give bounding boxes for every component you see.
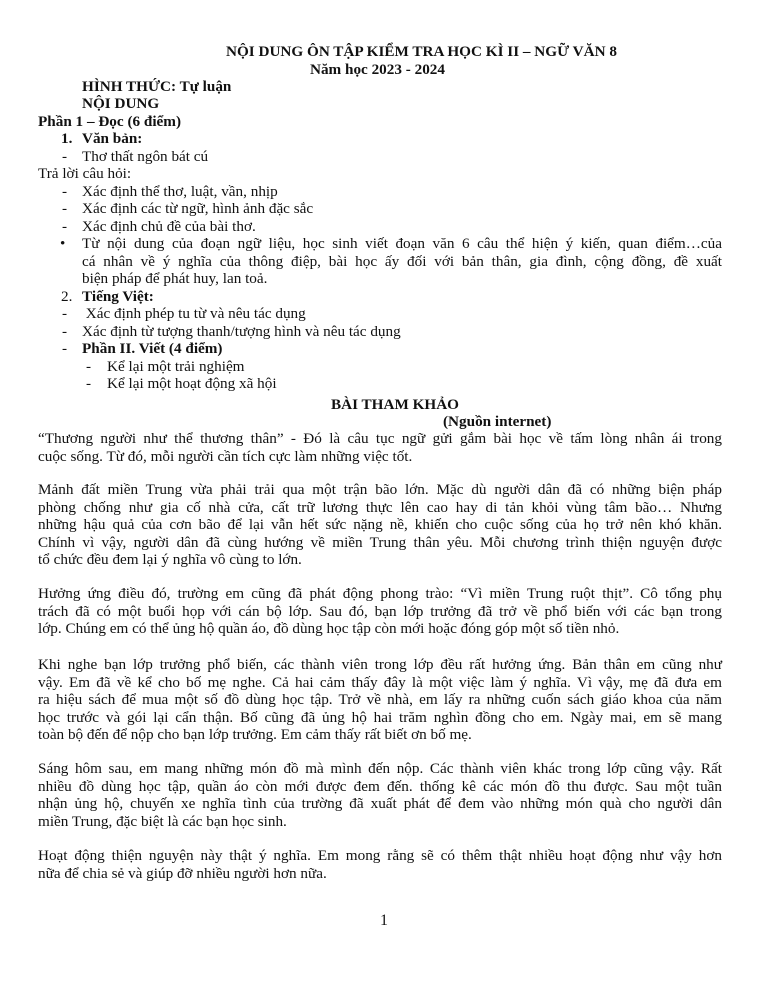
text-line: Hoạt động thiện nguyện này thật ý nghĩa. Em mong rằng sẽ có thêm thật nhiều hoạt động như vậy hơn: [38, 847, 722, 864]
text-line: lớp. Chúng em có thể ủng hộ quần áo, đồ dùng học tập còn mới hoặc đóng góp một số tiền nhỏ.: [38, 620, 620, 637]
paragraph: [38, 585, 722, 638]
part2-item: Kể lại một trải nghiệm: [107, 358, 245, 375]
part1-heading: Phần 1 – Đọc (6 điểm): [38, 113, 182, 130]
dash-marker: -: [62, 340, 68, 357]
part2-heading: Phần II. Viết (4 điểm): [82, 340, 223, 357]
text-line: cá nhân về ý nghĩa của thông điệp, bài học ấy đối với bản thân, gia đình, cộng đồng, đề xuất: [82, 252, 722, 270]
form-heading: HÌNH THỨC: Tự luận: [82, 78, 232, 95]
bullet-item: [82, 235, 722, 288]
text-line: Sáng hôm sau, em mang những món đồ mà mình đến nộp. Các thành viên khác trong lớp cũng vậy. Rất: [38, 760, 722, 777]
question-item: Xác định chủ đề của bài thơ.: [82, 218, 256, 235]
paragraph: [38, 430, 722, 465]
text-item: Thơ thất ngôn bát cú: [82, 148, 209, 165]
page-number: 1: [380, 912, 388, 929]
dash-marker: -: [86, 358, 92, 375]
text-line: Từ nội dung của đoạn ngữ liệu, học sinh viết đoạn văn 6 câu thể hiện ý kiến, quan điểm…của: [82, 235, 722, 252]
tieng-viet-heading: Tiếng Việt:: [82, 288, 154, 305]
paragraph: [38, 847, 722, 882]
text-line: vậy. Em đã về kể cho bố mẹ nghe. Cả hai cảm thấy đây là một việc làm ý nghĩa. Vì vậy, mẹ đã đưa em: [38, 673, 722, 691]
dash-marker: -: [62, 305, 68, 322]
text-line: tổ chức đều đem lại ý nghĩa vô cùng to lớn.: [38, 551, 302, 568]
text-line: Mảnh đất miền Trung vừa phải trải qua một trận bão lớn. Mặc dù người dân đã có những biện pháp: [38, 481, 722, 498]
part2-item: Kể lại một hoạt động xã hội: [107, 375, 277, 392]
questions-label: Trả lời câu hỏi:: [38, 165, 132, 182]
reference-heading: BÀI THAM KHẢO: [331, 396, 459, 413]
text-line: nhận ủng hộ, chuyến xe nghĩa tình của trường đã xuất phát để đem vào những món quà cho người dân: [38, 795, 722, 812]
text-line: toàn bộ đến để nộp cho bạn lớp trưởng. Em cảm thấy rất biết ơn bố mẹ.: [38, 726, 472, 743]
question-item: Xác định các từ ngữ, hình ảnh đặc sắc: [82, 200, 314, 217]
text-line: phòng chống như gia cố nhà cửa, cất trữ lương thực lên cao hay di tản khỏi vùng tâm bão… Nhưng: [38, 498, 722, 516]
text-line: nữa để chia sẻ và giúp đỡ nhiều người hơn nữa.: [38, 864, 327, 882]
text-line: Hưởng ứng điều đó, trường em cũng đã phát động phong trào: “Vì miền Trung ruột thịt”. Cô tổng phụ: [38, 585, 722, 602]
text-line: học trước và gói lại cẩn thận. Bố cũng đã ủng hộ hai trăm nghìn đồng cho em. Ngày mai, em sẽ mang: [38, 708, 722, 726]
list-number: 2.: [61, 288, 73, 305]
list-number: 1.: [61, 130, 73, 147]
text-line: cuộc sống. Từ đó, mỗi người cần tích cực làm những việc tốt.: [38, 447, 413, 465]
reference-source: (Nguồn internet): [443, 413, 552, 430]
text-line: những hậu quả của cơn bão để lại vẫn hết sức nặng nề, khiến cho cuộc sống của họ trở nên khó khăn.: [38, 516, 722, 533]
school-year: Năm học 2023 - 2024: [310, 61, 445, 78]
dash-marker: -: [62, 183, 68, 200]
dash-marker: -: [62, 323, 68, 340]
text-line: Khi nghe bạn lớp trưởng phổ biến, các thành viên trong lớp đều rất hưởng ứng. Bản thân em cũng như: [38, 656, 722, 673]
text-line: biện pháp để phát huy, lan toả.: [82, 270, 268, 287]
tieng-viet-item: Xác định phép tu từ và nêu tác dụng: [82, 305, 306, 322]
dash-marker: -: [86, 375, 92, 392]
tieng-viet-item: Xác định từ tượng thanh/tượng hình và nêu tác dụng: [82, 323, 401, 340]
paragraph: [38, 760, 722, 830]
text-line: trách đã có một buổi họp với cán bộ lớp. Sau đó, bạn lớp trưởng đã trở về phổ biến với các bạn trong: [38, 602, 722, 620]
text-line: ra hiệu sách để mua một số đồ dùng học tập. Trở về nhà, em lấy ra những cuốn sách giáo khoa của năm: [38, 691, 722, 708]
content-heading: NỘI DUNG: [82, 95, 160, 112]
text-line: miền Trung, đặc biệt là các bạn học sinh.: [38, 812, 287, 830]
paragraph: [38, 481, 722, 569]
question-item: Xác định thể thơ, luật, vần, nhịp: [82, 183, 278, 200]
text-heading: Văn bản:: [82, 130, 143, 147]
text-line: “Thương người như thể thương thân” - Đó là câu tục ngữ gửi gắm bài học về tấm lòng nhân ái trong: [38, 430, 722, 447]
dash-marker: -: [62, 148, 68, 165]
dash-marker: -: [62, 218, 68, 235]
text-line: nhiều đồ dùng học tập, quần áo còn mới được đem đến. thống kê các món đồ thu được. Sau một tuần: [38, 777, 722, 795]
dash-marker: -: [62, 200, 68, 217]
bullet-marker: •: [60, 235, 66, 252]
text-line: Chính vì vậy, người dân đã cùng hướng về miền Trung thân yêu. Mỗi chương trình thiện nguyện được: [38, 533, 722, 551]
document-title: NỘI DUNG ÔN TẬP KIỂM TRA HỌC KÌ II – NGỮ VĂN 8: [226, 43, 617, 60]
paragraph: [38, 656, 722, 744]
